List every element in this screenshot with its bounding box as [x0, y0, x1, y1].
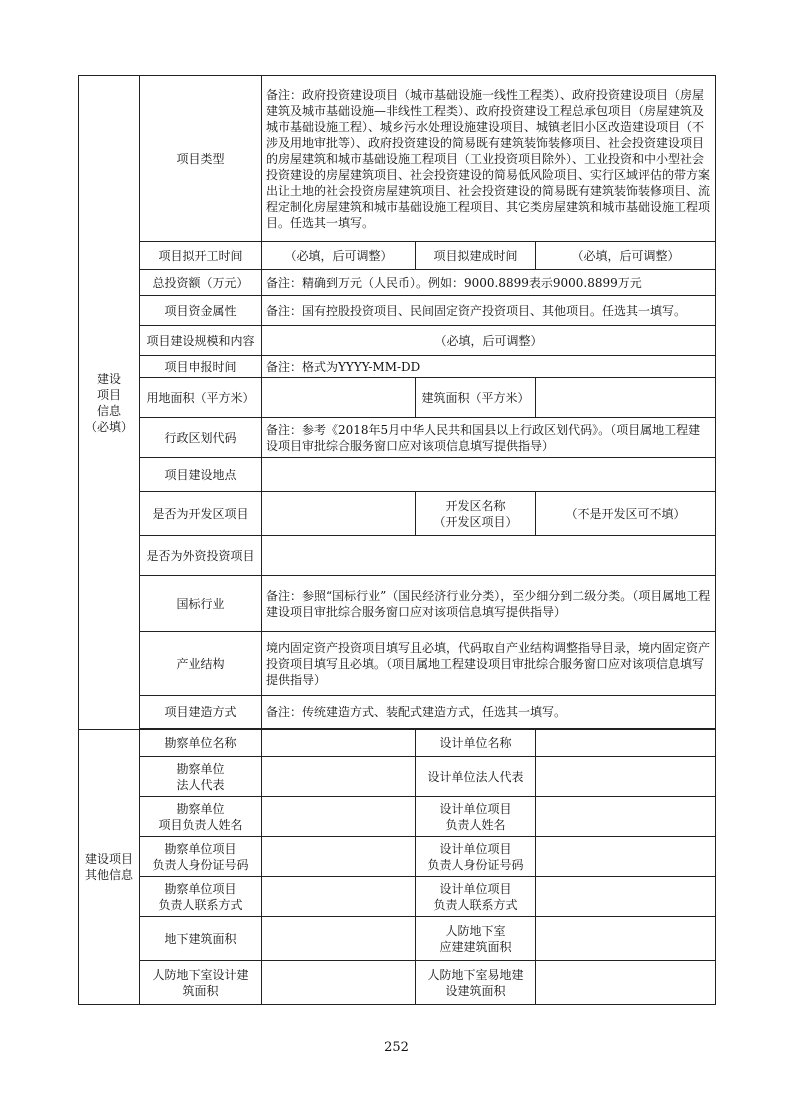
label-underground-area: 地下建筑面积 [140, 917, 262, 961]
label-survey-unit-legal-rep: 勘察单位 法人代表 [140, 757, 262, 797]
label-construction-method: 项目建造方式 [140, 696, 262, 729]
label-total-investment: 总投资额（万元） [140, 270, 262, 296]
label-fund-attribute: 项目资金属性 [140, 296, 262, 326]
value-design-lead-name[interactable] [536, 797, 716, 837]
value-dev-zone-name[interactable]: （不是开发区可不填） [536, 492, 716, 536]
value-design-lead-contact[interactable] [536, 877, 716, 917]
label-scale-content: 项目建设规模和内容 [140, 326, 262, 356]
label-dev-zone-name: 开发区名称 （开发区项目） [416, 492, 536, 536]
row-project-type [79, 76, 716, 242]
value-foreign-investment[interactable] [262, 536, 716, 576]
other-info-row [79, 730, 716, 757]
other-info-row [79, 797, 716, 837]
label-survey-unit-name: 勘察单位名称 [140, 730, 262, 757]
section-label-other-info: 建设项目 其他信息 [79, 730, 140, 1005]
value-underground-area[interactable] [262, 917, 416, 961]
value-location[interactable] [262, 458, 716, 492]
other-info-row [79, 837, 716, 877]
other-info-row [79, 917, 716, 961]
value-start-time[interactable]: （必填，后可调整） [262, 242, 416, 270]
label-industry: 国标行业 [140, 576, 262, 632]
label-project-type: 项目类型 [140, 76, 262, 242]
value-survey-lead-contact[interactable] [262, 877, 416, 917]
label-design-unit-legal-rep: 设计单位法人代表 [416, 757, 536, 797]
label-start-time: 项目拟开工时间 [140, 242, 262, 270]
label-location: 项目建设地点 [140, 458, 262, 492]
label-design-unit-name: 设计单位名称 [416, 730, 536, 757]
label-civil-defense-offsite-area: 人防地下室易地建 设建筑面积 [416, 961, 536, 1005]
value-scale-content[interactable]: （必填，后可调整） [262, 326, 716, 356]
value-survey-unit-legal-rep[interactable] [262, 757, 416, 797]
other-info-row [79, 961, 716, 1005]
note-industry-structure[interactable]: 境内固定资产投资项目填写且必填，代码取自产业结构调整指导目录，境内固定资产投资项目填写且必填。（项目属地工程建设项目审批综合服务窗口应对该项信息填写提供指导） [262, 632, 716, 696]
label-dev-zone: 是否为开发区项目 [140, 492, 262, 536]
row-total-investment [79, 270, 716, 296]
label-civil-defense-design-area: 人防地下室设计建 筑面积 [140, 961, 262, 1005]
note-apply-time[interactable]: 备注：格式为YYYY-MM-DD [262, 356, 716, 378]
row-division-code [79, 418, 716, 458]
page-number: 252 [384, 1040, 409, 1055]
label-end-time: 项目拟建成时间 [416, 242, 536, 270]
label-survey-lead-id: 勘察单位项目 负责人身份证号码 [140, 837, 262, 877]
label-division-code: 行政区划代码 [140, 418, 262, 458]
row-construction-method [79, 696, 716, 729]
value-civil-defense-required-area[interactable] [536, 917, 716, 961]
note-industry[interactable]: 备注：参照“国标行业”（国民经济行业分类），至少细分到二级分类。（项目属地工程建设项目审批综合服务窗口应对该项信息填写提供指导） [262, 576, 716, 632]
row-location [79, 458, 716, 492]
label-design-lead-name: 设计单位项目 负责人姓名 [416, 797, 536, 837]
label-land-area: 用地面积（平方米） [140, 378, 262, 418]
row-industry [79, 576, 716, 632]
row-scale-content [79, 326, 716, 356]
project-info-form-table [78, 75, 716, 1005]
label-apply-time: 项目申报时间 [140, 356, 262, 378]
section-label-project-info: 建设 项目 信息 （必填） [79, 76, 140, 730]
row-fund-attribute [79, 296, 716, 326]
value-dev-zone[interactable] [262, 492, 416, 536]
note-fund-attribute[interactable]: 备注：国有控股投资项目、民间固定资产投资项目、其他项目。任选其一填写。 [262, 296, 716, 326]
value-end-time[interactable]: （必填，后可调整） [536, 242, 716, 270]
value-land-area[interactable] [262, 378, 416, 418]
row-dev-zone [79, 492, 716, 536]
row-apply-time [79, 356, 716, 378]
row-area [79, 378, 716, 418]
label-design-lead-id: 设计单位项目 负责人身份证号码 [416, 837, 536, 877]
row-start-end-time [79, 242, 716, 270]
other-info-row [79, 757, 716, 797]
label-survey-lead-contact: 勘察单位项目 负责人联系方式 [140, 877, 262, 917]
note-project-type[interactable]: 备注：政府投资建设项目（城市基础设施一线性工程类）、政府投资建设项目（房屋建筑及城市基础设施—非线性工程类）、政府投资建设工程总承包项目（房屋建筑及城市基础设施工程）、城乡污水处理设施建设项目、城镇老旧小区改造建设项目（不涉及用地审批等）、政府投资建设的简易既有建筑装饰装修项目、社会投资建设项目的房屋建筑和城市基础设施工程项目（工业投资项目除外）、工业投资和中小型社会投资建设的房屋建筑项目、社会投资建设的简易低风险项目、实行区域评估的带方案出让土地的社会投资房屋建筑项目、社会投资建设的简易既有建筑装饰装修项目、流程定制化房屋建筑和城市基础设施工程项目、其它类房屋建筑和城市基础设施工程项目。任选其一填写。 [262, 76, 716, 242]
label-foreign-investment: 是否为外资投资项目 [140, 536, 262, 576]
value-design-lead-id[interactable] [536, 837, 716, 877]
label-building-area: 建筑面积（平方米） [416, 378, 536, 418]
label-design-lead-contact: 设计单位项目 负责人联系方式 [416, 877, 536, 917]
row-industry-structure [79, 632, 716, 696]
label-survey-lead-name: 勘察单位 项目负责人姓名 [140, 797, 262, 837]
note-division-code[interactable]: 备注：参考《2018年5月中华人民共和国县以上行政区划代码》。（项目属地工程建设项目审批综合服务窗口应对该项信息填写提供指导） [262, 418, 716, 458]
note-total-investment[interactable]: 备注：精确到万元（人民币）。例如：9000.8899表示9000.8899万元 [262, 270, 716, 296]
value-civil-defense-design-area[interactable] [262, 961, 416, 1005]
value-building-area[interactable] [536, 378, 716, 418]
label-industry-structure: 产业结构 [140, 632, 262, 696]
value-civil-defense-offsite-area[interactable] [536, 961, 716, 1005]
row-foreign-investment [79, 536, 716, 576]
value-design-unit-name[interactable] [536, 730, 716, 757]
value-design-unit-legal-rep[interactable] [536, 757, 716, 797]
value-survey-unit-name[interactable] [262, 730, 416, 757]
value-survey-lead-id[interactable] [262, 837, 416, 877]
label-civil-defense-required-area: 人防地下室 应建建筑面积 [416, 917, 536, 961]
note-construction-method[interactable]: 备注：传统建造方式、装配式建造方式，任选其一填写。 [262, 696, 716, 729]
other-info-row [79, 877, 716, 917]
value-survey-lead-name[interactable] [262, 797, 416, 837]
